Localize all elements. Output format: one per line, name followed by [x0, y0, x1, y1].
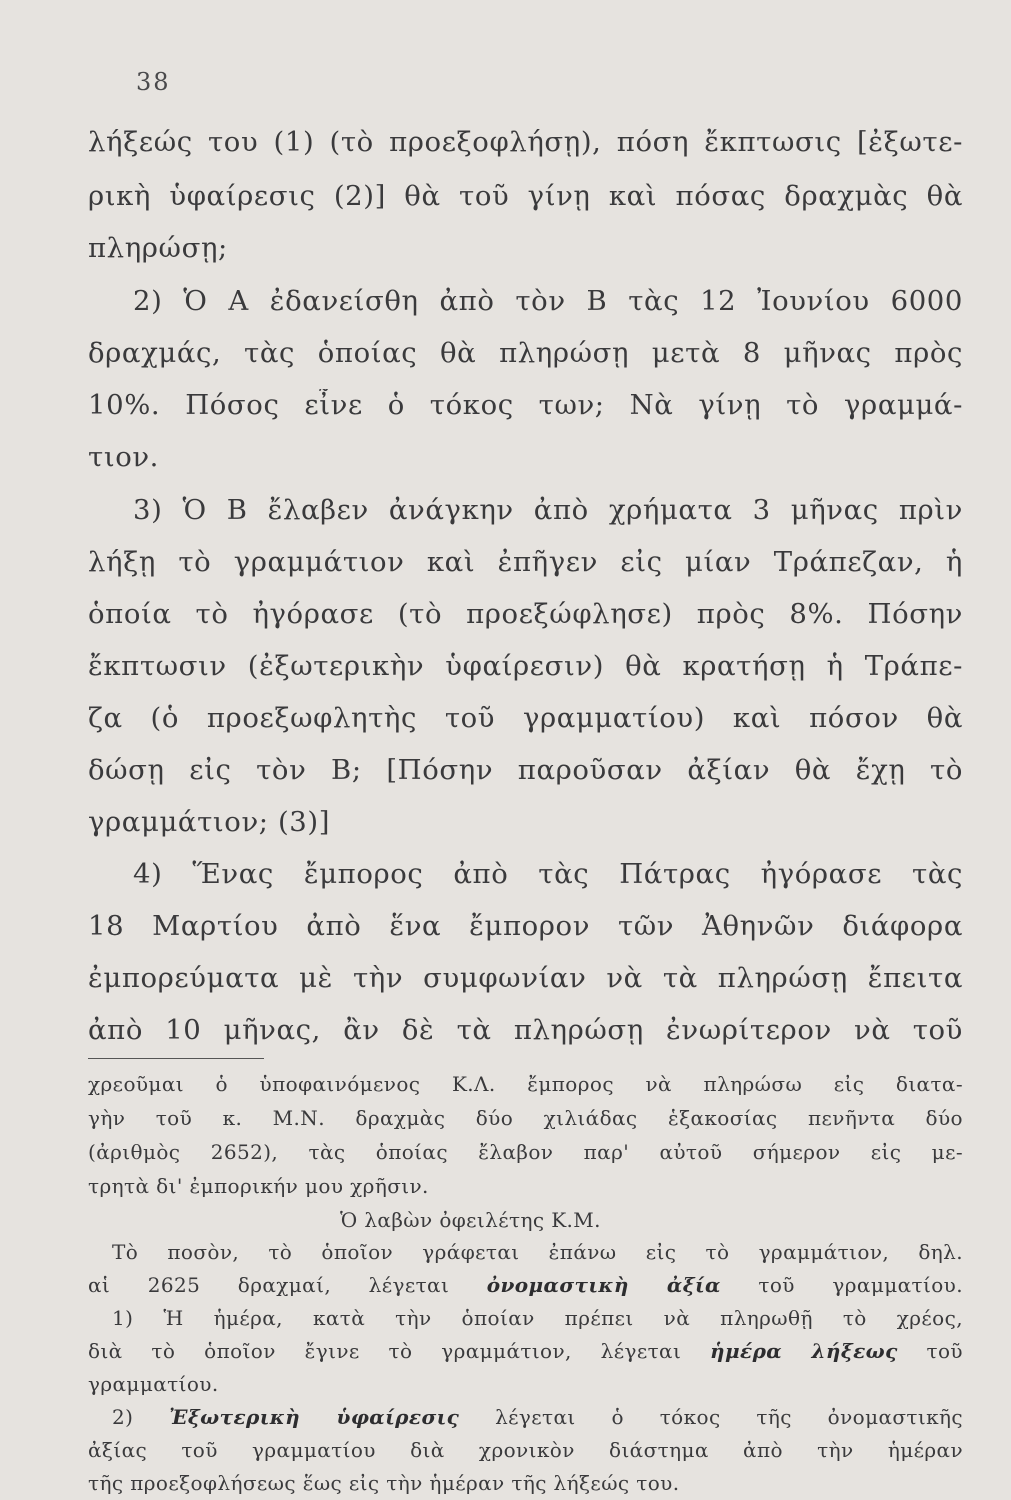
signature-line: Ὁ λαβὼν ὀφειλέτης Κ.Μ. [340, 1208, 601, 1232]
text-line: δραχμάς, τὰς ὁποίας θὰ πληρώσῃ μετὰ 8 μῆνας πρὸς [88, 337, 963, 369]
page-number: 38 [136, 68, 171, 96]
footnote-rule [88, 1058, 264, 1059]
note-line: (ἀριθμὸς 2652), τὰς ὁποίας ἔλαβον παρ' αὐτοῦ σήμερον εἰς με- [88, 1140, 963, 1164]
text-line: 10%. Πόσος εἶνε ὁ τόκος των; Νὰ γίνῃ τὸ γραμμά- [88, 389, 963, 421]
note-line: Τὸ ποσὸν, τὸ ὁποῖον γράφεται ἐπάνω εἰς τὸ γραμμάτιον, δηλ. [112, 1240, 963, 1264]
definition-line [112, 1405, 963, 1429]
text-line: ἐμπορεύματα μὲ τὴν συμφωνίαν νὰ τὰ πληρώσῃ ἔπειτα [88, 962, 963, 994]
note-line: τρητὰ δι' ἐμπορικήν μου χρῆσιν. [88, 1174, 429, 1198]
text-line: λήξῃ τὸ γραμμάτιον καὶ ἐπῆγεν εἰς μίαν Τράπεζαν, ἡ [88, 546, 963, 578]
text-line: δώσῃ εἰς τὸν Β; [Πόσην παροῦσαν ἀξίαν θὰ ἔχῃ τὸ [88, 754, 963, 786]
definition-line [88, 1273, 963, 1297]
note-line: χρεοῦμαι ὁ ὑποφαινόμενος Κ.Λ. ἔμπορος νὰ πληρώσω εἰς διατα- [88, 1072, 963, 1096]
definition-text: λέγεται ὁ τόκος τῆς ὀνομαστικῆς [495, 1405, 964, 1429]
definition-term: ἡμέρα λήξεως [710, 1339, 898, 1363]
text-line: ζα (ὁ προεξωφλητὴς τοῦ γραμματίου) καὶ πόσον θὰ [88, 702, 963, 734]
text-line: ρικὴ ὑφαίρεσις (2)] θὰ τοῦ γίνῃ καὶ πόσας δραχμὰς θὰ [88, 180, 963, 212]
text-line: 18 Μαρτίου ἀπὸ ἕνα ἔμπορον τῶν Ἀθηνῶν διάφορα [88, 910, 963, 942]
text-line: 4) Ἕνας ἔμπορος ἀπὸ τὰς Πάτρας ἠγόρασε τὰς [133, 858, 963, 890]
definition-line [88, 1339, 963, 1363]
definition-text: 2) [112, 1405, 134, 1429]
definition-term: Ἐξωτερικὴ ὑφαίρεσις [169, 1405, 460, 1429]
definition-text: αἱ 2625 δραχμαί, λέγεται [88, 1273, 450, 1297]
text-line: ἀπὸ 10 μῆνας, ἂν δὲ τὰ πληρώσῃ ἐνωρίτερον νὰ τοῦ [88, 1014, 963, 1046]
note-line: γὴν τοῦ κ. Μ.Ν. δραχμὰς δύο χιλιάδας ἑξακοσίας πενῆντα δύο [88, 1106, 963, 1130]
definition-line: τῆς προεξοφλήσεως ἕως εἰς τὴν ἡμέραν τῆς λήξεώς του. [88, 1471, 680, 1495]
text-line: τιον. [88, 441, 160, 473]
definition-text: διὰ τὸ ὁποῖον ἔγινε τὸ γραμμάτιον, λέγεται [88, 1339, 682, 1363]
definition-term: ὀνομαστικὴ ἀξία [486, 1273, 721, 1297]
definition-line: ἀξίας τοῦ γραμματίου διὰ χρονικὸν διάστημα ἀπὸ τὴν ἡμέραν [88, 1438, 963, 1462]
text-line: 3) Ὁ Β ἔλαβεν ἀνάγκην ἀπὸ χρήματα 3 μῆνας πρὶν [133, 494, 963, 526]
text-line: 2) Ὁ Α ἐδανείσθη ἀπὸ τὸν Β τὰς 12 Ἰουνίου 6000 [133, 285, 963, 317]
text-line: ἔκπτωσιν (ἐξωτερικὴν ὑφαίρεσιν) θὰ κρατήσῃ ἡ Τράπε- [88, 650, 963, 682]
text-line: γραμμάτιον; (3)] [88, 806, 331, 838]
definition-line: 1) Ἡ ἡμέρα, κατὰ τὴν ὁποίαν πρέπει νὰ πληρωθῇ τὸ χρέος, [112, 1306, 963, 1330]
definition-text: τοῦ [926, 1339, 963, 1363]
text-line: ὁποία τὸ ἠγόρασε (τὸ προεξώφλησε) πρὸς 8%. Πόσην [88, 598, 963, 630]
definition-text: τοῦ γραμματίου. [758, 1273, 963, 1297]
definition-line: γραμματίου. [88, 1372, 219, 1396]
text-line: λήξεώς του (1) (τὸ προεξοφλήσῃ), πόση ἔκπτωσις [ἐξωτε- [88, 126, 963, 158]
text-line: πληρώσῃ; [88, 232, 228, 264]
